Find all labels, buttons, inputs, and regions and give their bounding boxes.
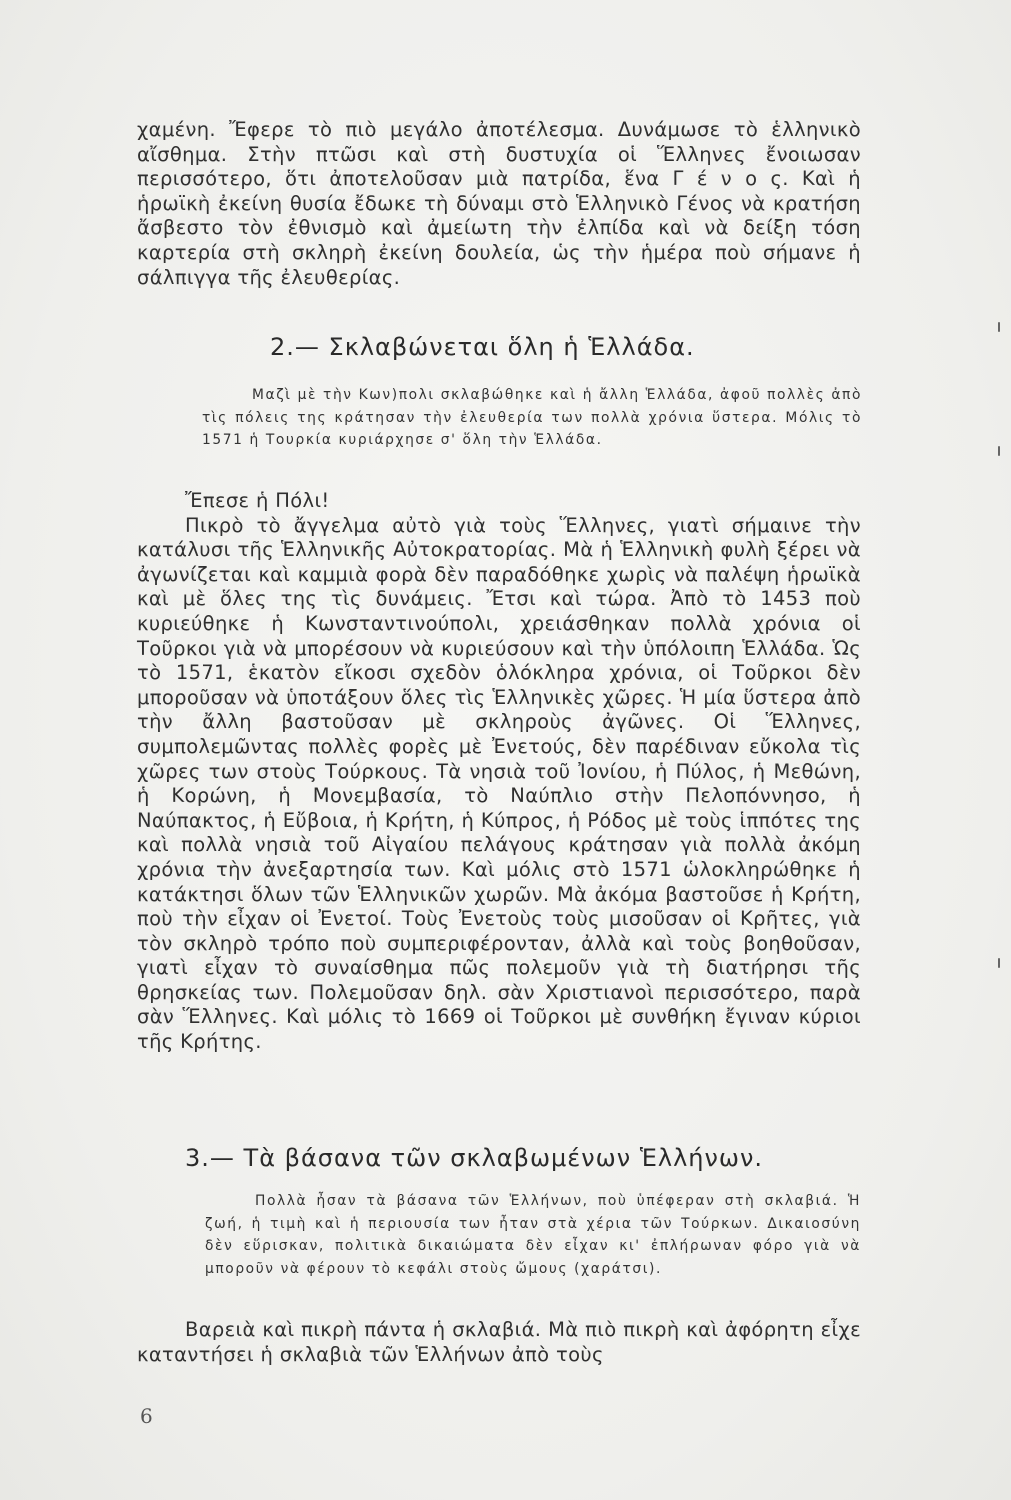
opening-paragraph <box>137 118 861 290</box>
opening-paragraph-text: χαμένη. Ἔφερε τὸ πιὸ μεγάλο ἀποτέλεσμα. Δυνάμωσε τὸ ἑλληνικὸ αἴσθημα. Στὴν πτῶσι καὶ στὴ δυστυχία οἱ Ἕλληνες ἔνοιωσαν περισσότερο, ὅτι ἀποτελοῦσαν μιὰ πατρίδα, ἕνα Γ έ ν ο ς. Καὶ ἡ ἡρωϊκὴ ἐκείνη θυσία ἔδωκε τὴ δύναμι στὸ Ἑλληνικὸ Γένος νὰ κρατήση ἄσβεστο τὸν ἐθνισμὸ καὶ ἀμείωτη τὴν ἐλπίδα καὶ νὰ δείξη τόση καρτερία στὴ σκληρὴ ἐκείνη δουλεία, ὡς τὴν ἡμέρα ποὺ σήμανε ἡ σάλπιγγα τῆς ἐλευθερίας. <box>137 118 861 289</box>
section-3-heading: 3.— Τὰ βάσανα τῶν σκλαβωμένων Ἑλλήνων. <box>185 1144 764 1172</box>
section-3-body-text: Βαρειὰ καὶ πικρὴ πάντα ἡ σκλαβιά. Μὰ πιὸ πικρὴ καὶ ἀφόρητη εἶχε καταντήσει ἡ σκλαβιὰ τῶν Ἑλλήνων ἀπὸ τοὺς <box>137 1318 861 1366</box>
section-2-summary <box>202 384 862 452</box>
section-2-body-text: Πικρὸ τὸ ἄγγελμα αὐτὸ γιὰ τοὺς Ἕλληνες, γιατὶ σήμαινε τὴν κατάλυσι τῆς Ἑλληνικῆς Αὐτοκρατορίας. Μὰ ἡ Ἑλληνικὴ φυλὴ ξέρει νὰ ἀγωνίζεται καὶ καμμιὰ φορὰ δὲν παραδόθηκε χωρὶς νὰ παλέψη ἡρωϊκὰ καὶ μὲ ὅλες της τὶς δυνάμεις. Ἔτσι καὶ τώρα. Ἀπὸ τὸ 1453 ποὺ κυριεύθηκε ἡ Κωνσταντινούπολι, χρειάσθηκαν πολλὰ χρόνια οἱ Τοῦρκοι γιὰ νὰ μπορέσουν νὰ κυριεύσουν καὶ τὴν ὑπόλοιπη Ἑλλάδα. Ὡς τὸ 1571, ἑκατὸν εἴκοσι σχεδὸν ὁλόκληρα χρόνια, οἱ Τοῦρκοι δὲν μποροῦσαν νὰ ὑποτάξουν ὅλες τὶς Ἑλληνικὲς χῶρες. Ἡ μία ὕστερα ἀπὸ τὴν ἄλλη βαστοῦσαν μὲ σκληροὺς ἀγῶνες. Οἱ Ἕλληνες, συμπολεμῶντας πολλὲς φορὲς μὲ Ἐνετούς, δὲν παρέδιναν εὔκολα τὶς χῶρες των στοὺς Τούρκους. Τὰ νησιὰ τοῦ Ἰονίου, ἡ Πύλος, ἡ Μεθώνη, ἡ Κορώνη, ἡ Μονεμβασία, τὸ Ναύπλιο στὴν Πελοπόννησο, ἡ Ναύπακτος, ἡ Εὔβοια, ἡ Κρήτη, ἡ Κύπρος, ἡ Ρόδος μὲ τοὺς ἱππότες της καὶ πολλὰ νησιὰ τοῦ Αἰγαίου πελάγους κράτησαν γιὰ πολλὰ ἀκόμη χρόνια τὴν ἀνεξαρτησία των. Καὶ μόλις στὸ 1571 ὡλοκληρώθηκε ἡ κατάκτησι ὅλων τῶν Ἑλληνικῶν χωρῶν. Μὰ ἀκόμα βαστοῦσε ἡ Κρήτη, ποὺ τὴν εἶχαν οἱ Ἐνετοί. Τοὺς Ἐνετοὺς τοὺς μισοῦσαν οἱ Κρῆτες, γιὰ τὸν σκληρὸ τρόπο ποὺ συμπεριφέρονταν, ἀλλὰ καὶ τοὺς βοηθοῦσαν, γιατὶ εἶχαν τὸ συναίσθημα πῶς πολεμοῦν γιὰ τὴ διατήρησι τῆς θρησκείας των. Πολεμοῦσαν δηλ. σὰν Χριστιανοὶ περισσότερο, παρὰ σὰν Ἕλληνες. Καὶ μόλις τὸ 1669 οἱ Τοῦρκοι μὲ συνθήκη ἔγιναν κύριοι τῆς Κρήτης. <box>137 513 861 1054</box>
section-2-heading: 2.— Σκλαβώνεται ὅλη ἡ Ἑλλάδα. <box>270 333 695 361</box>
section-3-summary <box>205 1190 861 1280</box>
margin-mark <box>998 322 1000 332</box>
page-number: 6 <box>140 1404 153 1428</box>
section-3-body <box>137 1318 861 1367</box>
margin-mark <box>998 446 1000 456</box>
section-3-summary-text: Πολλὰ ἦσαν τὰ βάσανα τῶν Ἑλλήνων, ποὺ ὑπέφεραν στὴ σκλαβιά. Ἡ ζωή, ἡ τιμὴ καὶ ἡ περιουσία των ἦταν στὰ χέρια τῶν Τούρκων. Δικαιοσύνη δὲν εὕρισκαν, πολιτικὰ δικαιώματα δὲν εἶχαν κι' ἐπλήρωναν φόρο γιὰ νὰ μποροῦν νὰ φέρουν τὸ κεφάλι στοὺς ὤμους (χαράτσι). <box>205 1193 861 1277</box>
section-2-exclamation: Ἔπεσε ἡ Πόλι! <box>185 489 330 512</box>
section-2-summary-text: Μαζὶ μὲ τὴν Κων)πολι σκλαβώθηκε καὶ ἡ ἄλλη Ἑλλάδα, ἀφοῦ πολλὲς ἀπὸ τὶς πόλεις της κράτησαν τὴν ἐλευθερία των πολλὰ χρόνια ὕστερα. Μόλις τὸ 1571 ἡ Τουρκία κυριάρχησε σ' ὅλη τὴν Ἑλλάδα. <box>202 387 862 448</box>
margin-mark <box>998 958 1000 968</box>
section-2-body <box>137 489 861 1055</box>
